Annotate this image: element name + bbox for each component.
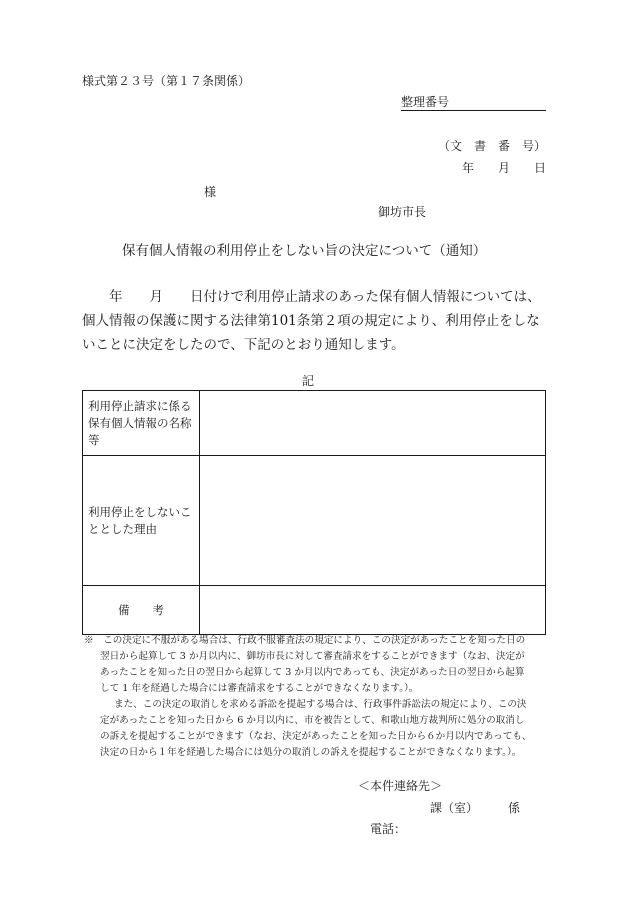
form-number-label: 様式第２３号（第１７条関係） bbox=[82, 74, 251, 88]
row-label-line: ととした理由 bbox=[88, 521, 157, 536]
note-line: 翌日から起算して 3 か月以内に、御坊市長に対して審査請求をすることができます（なお、決定が bbox=[100, 651, 525, 662]
page-title: 保有個人情報の利用停止をしない旨の決定について（通知） bbox=[122, 243, 487, 259]
row-label-line: 利用停止請求に係る bbox=[88, 398, 192, 413]
note-line: 定があったことを知った日から 6 か月以内に、市を被告として、和歌山地方裁判所に処分の取消し bbox=[100, 715, 525, 726]
contact-section: 課（室） 係 bbox=[430, 801, 521, 815]
row-label-reason bbox=[83, 456, 200, 586]
sender: 御坊市長 bbox=[378, 205, 427, 219]
reference-number-field bbox=[401, 93, 546, 111]
decision-table bbox=[82, 390, 546, 635]
table-row bbox=[83, 586, 546, 635]
table-row bbox=[83, 391, 546, 456]
row-label-line: 利用停止をしないこ bbox=[88, 504, 192, 519]
row-value-info-name bbox=[200, 391, 546, 456]
document-number: （文 書 番 号） bbox=[437, 139, 546, 153]
reference-number-label: 整理番号 bbox=[401, 95, 450, 109]
contact-heading: ＜本件連絡先＞ bbox=[358, 779, 443, 793]
note-line: ※ この決定に不服がある場合は、行政不服審査法の規定により、この決定があったことを知った日の bbox=[84, 635, 526, 646]
note-line: 決定の日から１年を経過した場合には処分の取消しの訴えを提起することができなくなります。）。 bbox=[100, 747, 522, 758]
note-line: また、この決定の取消しを求める訴訟を提起する場合は、行政事件訴訟法の規定により、この決 bbox=[114, 699, 527, 710]
date-line: 年 月 日 bbox=[461, 161, 546, 175]
note-line: の訴えを提起することができます（なお、決定があったことを知った日から６か月以内であっても、 bbox=[100, 731, 532, 742]
row-label-remarks: 備 考 bbox=[83, 586, 200, 635]
row-label-line: 等 bbox=[88, 432, 100, 447]
row-value-remarks bbox=[200, 586, 546, 635]
note-line: して 1 年を経過した場合には審査請求をすることができなくなります。）。 bbox=[100, 683, 419, 694]
row-label-line: 保有個人情報の名称 bbox=[88, 415, 192, 430]
addressee: 様 bbox=[204, 185, 217, 199]
row-label-info-name bbox=[83, 391, 200, 456]
ki-heading: 記 bbox=[302, 374, 315, 388]
contact-phone: 電話： bbox=[370, 822, 407, 836]
note-line: あったことを知った日の翌日から起算して 3 か月以内であっても、決定があった日の翌日から起算 bbox=[100, 667, 525, 678]
body-paragraph: 年 月 日付けで利用停止請求のあった保有個人情報については、個人情報の保護に関する法律第101条第２項の規定により、利用停止をしないことに決定をしたので、下記のとおり通知します。 bbox=[82, 289, 541, 353]
row-value-reason bbox=[200, 456, 546, 586]
table-row bbox=[83, 456, 546, 586]
